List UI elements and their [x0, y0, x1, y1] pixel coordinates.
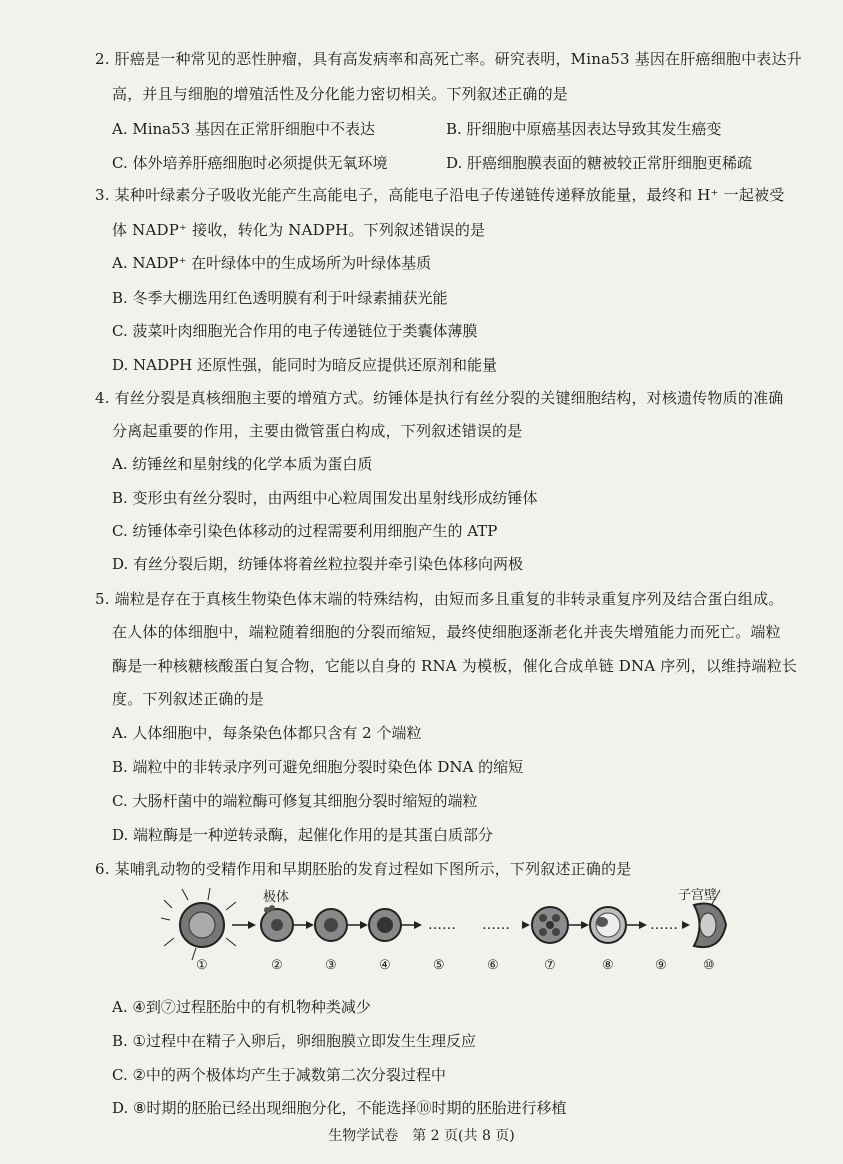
stage-label-4: ④ [379, 958, 391, 973]
uterine-wall-label: 子宫壁 [678, 888, 718, 903]
q2-stem-line2: 高，并且与细胞的增殖活性及分化能力密切相关。下列叙述正确的是 [112, 85, 569, 103]
q3-option-c: C. 菠菜叶肉细胞光合作用的电子传递链位于类囊体薄膜 [112, 322, 478, 340]
stage3-two-cell-icon [315, 909, 347, 941]
embryo-development-figure [160, 880, 740, 980]
q3-option-a: A. NADP⁺ 在叶绿体中的生成场所为叶绿体基质 [112, 254, 432, 272]
q3-option-d: D. NADPH 还原性强，能同时为暗反应提供还原剂和能量 [112, 356, 497, 374]
polar-body-label: 极体 [263, 890, 290, 905]
stage-label-3: ③ [325, 958, 337, 973]
stage7-morula-icon [532, 907, 568, 943]
q6-option-d: D. ⑧时期的胚胎已经出现细胞分化，不能选择⑩时期的胚胎进行移植 [112, 1099, 567, 1117]
q2-option-c: C. 体外培养肝癌细胞时必须提供无氧环境 [112, 154, 388, 172]
q5-option-d: D. 端粒酶是一种逆转录酶，起催化作用的是其蛋白质部分 [112, 826, 494, 844]
q2-option-d: D. 肝癌细胞膜表面的糖被较正常肝细胞更稀疏 [446, 154, 753, 172]
stage-label-9: ⑨ [655, 958, 667, 973]
q5-option-b: B. 端粒中的非转录序列可避免细胞分裂时染色体 DNA 的缩短 [112, 758, 524, 776]
q5-option-a: A. 人体细胞中，每条染色体都只含有 2 个端粒 [112, 724, 422, 742]
q4-stem-line2: 分离起重要的作用，主要由微管蛋白构成，下列叙述错误的是 [112, 422, 523, 440]
q2-option-b: B. 肝细胞中原癌基因表达导致其发生癌变 [446, 120, 722, 138]
q2-option-a: A. Mina53 基因在正常肝细胞中不表达 [112, 120, 375, 138]
stage-label-10: ⑩ [703, 958, 715, 973]
stage8-blastocyst-icon [590, 907, 626, 943]
stage4-cleavage-icon [369, 909, 401, 941]
q6-stem-line1: 6. 某哺乳动物的受精作用和早期胚胎的发育过程如下图所示，下列叙述正确的是 [95, 860, 632, 878]
svg-text:……: …… [482, 917, 510, 933]
q4-option-d: D. 有丝分裂后期，纺锤体将着丝粒拉裂并牵引染色体移向两极 [112, 555, 524, 573]
q4-stem-line1: 4. 有丝分裂是真核细胞主要的增殖方式。纺锤体是执行有丝分裂的关键细胞结构，对核遗传物质的准确 [95, 389, 784, 407]
stage-label-6: ⑥ [487, 958, 499, 973]
q4-option-b: B. 变形虫有丝分裂时，由两组中心粒周围发出星射线形成纺锤体 [112, 489, 538, 507]
stage-label-1: ① [196, 958, 208, 973]
svg-text:……: …… [650, 917, 678, 933]
q6-option-b: B. ①过程中在精子入卵后，卵细胞膜立即发生生理反应 [112, 1032, 477, 1050]
stage-label-2: ② [271, 958, 283, 973]
q6-option-c: C. ②中的两个极体均产生于减数第二次分裂过程中 [112, 1066, 446, 1084]
stage1-fertilization-icon [161, 888, 236, 960]
q3-stem-line1: 3. 某种叶绿素分子吸收光能产生高能电子，高能电子沿电子传递链传递释放能量，最终和 H⁺ 一起被受 [95, 186, 785, 204]
q6-option-a: A. ④到⑦过程胚胎中的有机物种类减少 [112, 998, 371, 1016]
q5-option-c: C. 大肠杆菌中的端粒酶可修复其细胞分裂时缩短的端粒 [112, 792, 478, 810]
q3-stem-line2: 体 NADP⁺ 接收，转化为 NADPH。下列叙述错误的是 [112, 221, 486, 239]
svg-text:……: …… [428, 917, 456, 933]
stage-label-7: ⑦ [544, 958, 556, 973]
q2-stem-line1: 2. 肝癌是一种常见的恶性肿瘤，具有高发病率和高死亡率。研究表明，Mina53 基因在肝癌细胞中表达升 [95, 50, 802, 68]
stage-label-8: ⑧ [602, 958, 614, 973]
q5-stem-line2: 在人体的体细胞中，端粒随着细胞的分裂而缩短，最终使细胞逐渐老化并丧失增殖能力而死亡。端粒 [112, 623, 781, 641]
q3-option-b: B. 冬季大棚选用红色透明膜有利于叶绿素捕获光能 [112, 289, 448, 307]
q5-stem-line1: 5. 端粒是存在于真核生物染色体末端的特殊结构，由短而多且重复的非转录重复序列及结合蛋白组成。 [95, 590, 784, 608]
embryo-diagram-svg [160, 880, 740, 980]
page-footer: 生物学试卷 第 2 页(共 8 页) [328, 1128, 515, 1144]
stage-label-5: ⑤ [433, 958, 445, 973]
q5-stem-line3: 酶是一种核糖核酸蛋白复合物，它能以自身的 RNA 为模板，催化合成单链 DNA 序列，以维持端粒长 [112, 657, 798, 675]
q5-stem-line4: 度。下列叙述正确的是 [112, 690, 265, 708]
q4-option-a: A. 纺锤丝和星射线的化学本质为蛋白质 [112, 455, 373, 473]
q4-option-c: C. 纺锤体牵引染色体移动的过程需要利用细胞产生的 ATP [112, 522, 498, 540]
stage2-zygote-icon [261, 905, 293, 941]
